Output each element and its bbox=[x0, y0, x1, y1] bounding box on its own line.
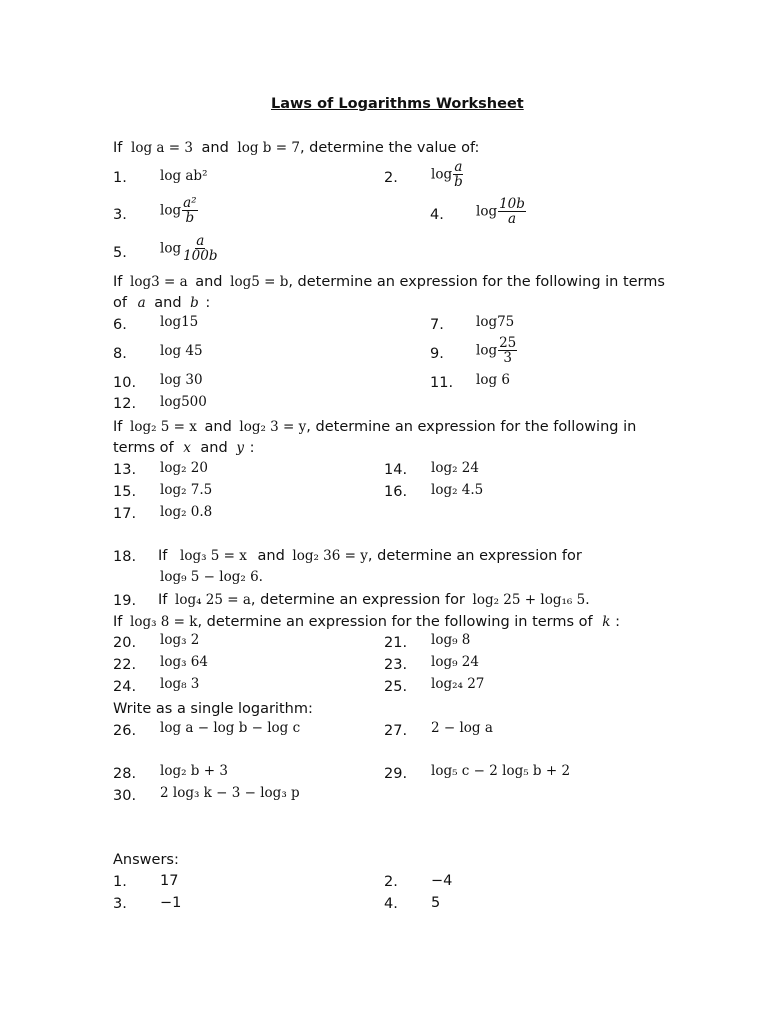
question-number: 30. bbox=[113, 788, 137, 804]
question-20: log₃ 2 bbox=[160, 632, 200, 648]
condition-2: log₂ 36 = y bbox=[292, 548, 368, 564]
and-text: and bbox=[154, 295, 182, 311]
numerator: a bbox=[196, 233, 205, 249]
question-number: 4. bbox=[430, 207, 444, 223]
period: . bbox=[258, 569, 263, 585]
question-number: 13. bbox=[113, 462, 137, 478]
question-24: log₈ 3 bbox=[160, 676, 200, 692]
question-29: log₅ c − 2 log₅ b + 2 bbox=[431, 763, 571, 779]
question-9 bbox=[476, 336, 517, 366]
question-11: log 6 bbox=[476, 372, 510, 388]
question-13: log₂ 20 bbox=[160, 460, 208, 476]
answer-2: −4 bbox=[431, 873, 453, 889]
question-18 bbox=[158, 549, 582, 564]
question-number: 2. bbox=[384, 170, 398, 186]
section1-intro bbox=[113, 141, 479, 156]
and-text: and bbox=[204, 419, 232, 435]
rest-text: , determine an expression for bbox=[250, 592, 465, 608]
question-6: log15 bbox=[160, 314, 199, 330]
question-30: 2 log₃ k − 3 − log₃ p bbox=[160, 785, 300, 801]
question-number: 24. bbox=[113, 679, 137, 695]
question-8: log 45 bbox=[160, 343, 203, 359]
answer-4: 5 bbox=[431, 895, 441, 911]
variable-y: y bbox=[236, 440, 244, 456]
section5-heading: Write as a single logarithm: bbox=[113, 701, 313, 717]
condition-1: log₂ 5 = x bbox=[130, 419, 197, 435]
question-5 bbox=[160, 234, 219, 264]
question-7: log75 bbox=[476, 314, 515, 330]
question-28: log₂ b + 3 bbox=[160, 763, 228, 779]
question-21: log₉ 8 bbox=[431, 632, 471, 648]
variable-a: a bbox=[137, 295, 146, 311]
page-title: Laws of Logarithms Worksheet bbox=[271, 96, 524, 112]
answer-number: 2. bbox=[384, 874, 398, 890]
condition-2: log b = 7 bbox=[237, 140, 300, 156]
question-25: log₂₄ 27 bbox=[431, 676, 485, 692]
question-16: log₂ 4.5 bbox=[431, 482, 484, 498]
question-number: 1. bbox=[113, 170, 127, 186]
denominator: 3 bbox=[503, 350, 512, 367]
terms-of-text: terms of bbox=[113, 440, 174, 456]
numerator: 10b bbox=[499, 196, 525, 212]
question-number: 18. bbox=[113, 549, 137, 565]
log-text: log bbox=[431, 166, 453, 183]
and-text: and bbox=[257, 548, 285, 564]
answer-1: 17 bbox=[160, 873, 179, 889]
intro-rest: , determine the value of: bbox=[299, 140, 480, 156]
answer-number: 3. bbox=[113, 896, 127, 912]
answer-3: −1 bbox=[160, 895, 182, 911]
question-number: 22. bbox=[113, 657, 137, 673]
if-text: If bbox=[158, 592, 168, 608]
answers-heading: Answers: bbox=[113, 852, 179, 868]
question-number: 14. bbox=[384, 462, 408, 478]
if-text: If bbox=[158, 548, 168, 564]
variable-b: b bbox=[190, 295, 199, 311]
denominator: a bbox=[507, 211, 517, 228]
question-number: 16. bbox=[384, 484, 408, 500]
question-22: log₃ 64 bbox=[160, 654, 208, 670]
question-number: 5. bbox=[113, 245, 127, 261]
question-18-expression bbox=[160, 571, 263, 585]
question-number: 9. bbox=[430, 346, 444, 362]
answer-number: 1. bbox=[113, 874, 127, 890]
expression: log₂ 25 + log₁₆ 5 bbox=[472, 592, 586, 608]
if-text: If bbox=[113, 140, 123, 156]
expression: log₉ 5 − log₂ 6 bbox=[160, 569, 259, 585]
log-text: log bbox=[476, 203, 498, 220]
colon: : bbox=[205, 295, 211, 311]
section2-intro-line2 bbox=[113, 296, 210, 311]
of-text: of bbox=[113, 295, 127, 311]
question-12: log500 bbox=[160, 394, 207, 410]
condition-1: log₃ 5 = x bbox=[180, 548, 247, 564]
question-number: 3. bbox=[113, 207, 127, 223]
question-26: log a − log b − log c bbox=[160, 720, 301, 736]
question-number: 10. bbox=[113, 375, 137, 391]
question-number: 7. bbox=[430, 317, 444, 333]
numerator: a² bbox=[183, 195, 197, 211]
condition-1: log3 = a bbox=[130, 274, 188, 290]
if-text: If bbox=[113, 419, 123, 435]
question-number: 8. bbox=[113, 346, 127, 362]
section4-intro bbox=[113, 615, 620, 630]
period: . bbox=[585, 592, 590, 608]
denominator: b bbox=[454, 174, 463, 191]
section3-intro-line2 bbox=[113, 441, 254, 456]
log-text: log bbox=[160, 202, 182, 219]
intro-rest: , determine an expression for the following in bbox=[306, 419, 637, 435]
variable-x: x bbox=[183, 440, 191, 456]
answer-number: 4. bbox=[384, 896, 398, 912]
question-3 bbox=[160, 196, 198, 226]
question-number: 19. bbox=[113, 593, 137, 609]
condition-2: log5 = b bbox=[230, 274, 289, 290]
and-text: and bbox=[195, 274, 223, 290]
question-number: 11. bbox=[430, 375, 454, 391]
and-text: and bbox=[201, 140, 229, 156]
question-number: 12. bbox=[113, 396, 137, 412]
log-text: log bbox=[476, 342, 498, 359]
intro-rest: , determine an expression for the following in terms bbox=[288, 274, 665, 290]
and-text: and bbox=[200, 440, 228, 456]
question-14: log₂ 24 bbox=[431, 460, 479, 476]
question-1: log ab² bbox=[160, 168, 208, 184]
colon: : bbox=[249, 440, 255, 456]
denominator: 100b bbox=[183, 248, 218, 265]
question-number: 17. bbox=[113, 506, 137, 522]
question-2 bbox=[431, 160, 464, 190]
question-number: 21. bbox=[384, 635, 408, 651]
denominator: b bbox=[185, 210, 195, 227]
question-number: 6. bbox=[113, 317, 127, 333]
question-19 bbox=[158, 593, 590, 608]
question-10: log 30 bbox=[160, 372, 203, 388]
question-17: log₂ 0.8 bbox=[160, 504, 213, 520]
question-15: log₂ 7.5 bbox=[160, 482, 213, 498]
condition: log₃ 8 = k bbox=[130, 614, 198, 630]
question-number: 23. bbox=[384, 657, 408, 673]
rest-text: , determine an expression for bbox=[367, 548, 582, 564]
question-number: 28. bbox=[113, 766, 137, 782]
question-23: log₉ 24 bbox=[431, 654, 479, 670]
section3-intro bbox=[113, 420, 636, 435]
condition: log₄ 25 = a bbox=[175, 592, 251, 608]
variable-k: k bbox=[602, 614, 611, 630]
condition-2: log₂ 3 = y bbox=[239, 419, 307, 435]
question-number: 15. bbox=[113, 484, 137, 500]
if-text: If bbox=[113, 614, 123, 630]
question-number: 26. bbox=[113, 723, 137, 739]
if-text: If bbox=[113, 274, 123, 290]
condition-1: log a = 3 bbox=[131, 140, 193, 156]
log-text: log bbox=[160, 240, 182, 257]
question-number: 29. bbox=[384, 766, 408, 782]
question-number: 27. bbox=[384, 723, 408, 739]
question-number: 20. bbox=[113, 635, 137, 651]
question-number: 25. bbox=[384, 679, 408, 695]
question-27: 2 − log a bbox=[431, 720, 493, 736]
colon: : bbox=[615, 614, 620, 630]
numerator: a bbox=[454, 159, 463, 175]
question-4 bbox=[476, 197, 526, 227]
section2-intro bbox=[113, 275, 665, 290]
numerator: 25 bbox=[499, 335, 517, 351]
intro-rest: , determine an expression for the following in terms of bbox=[197, 614, 593, 630]
